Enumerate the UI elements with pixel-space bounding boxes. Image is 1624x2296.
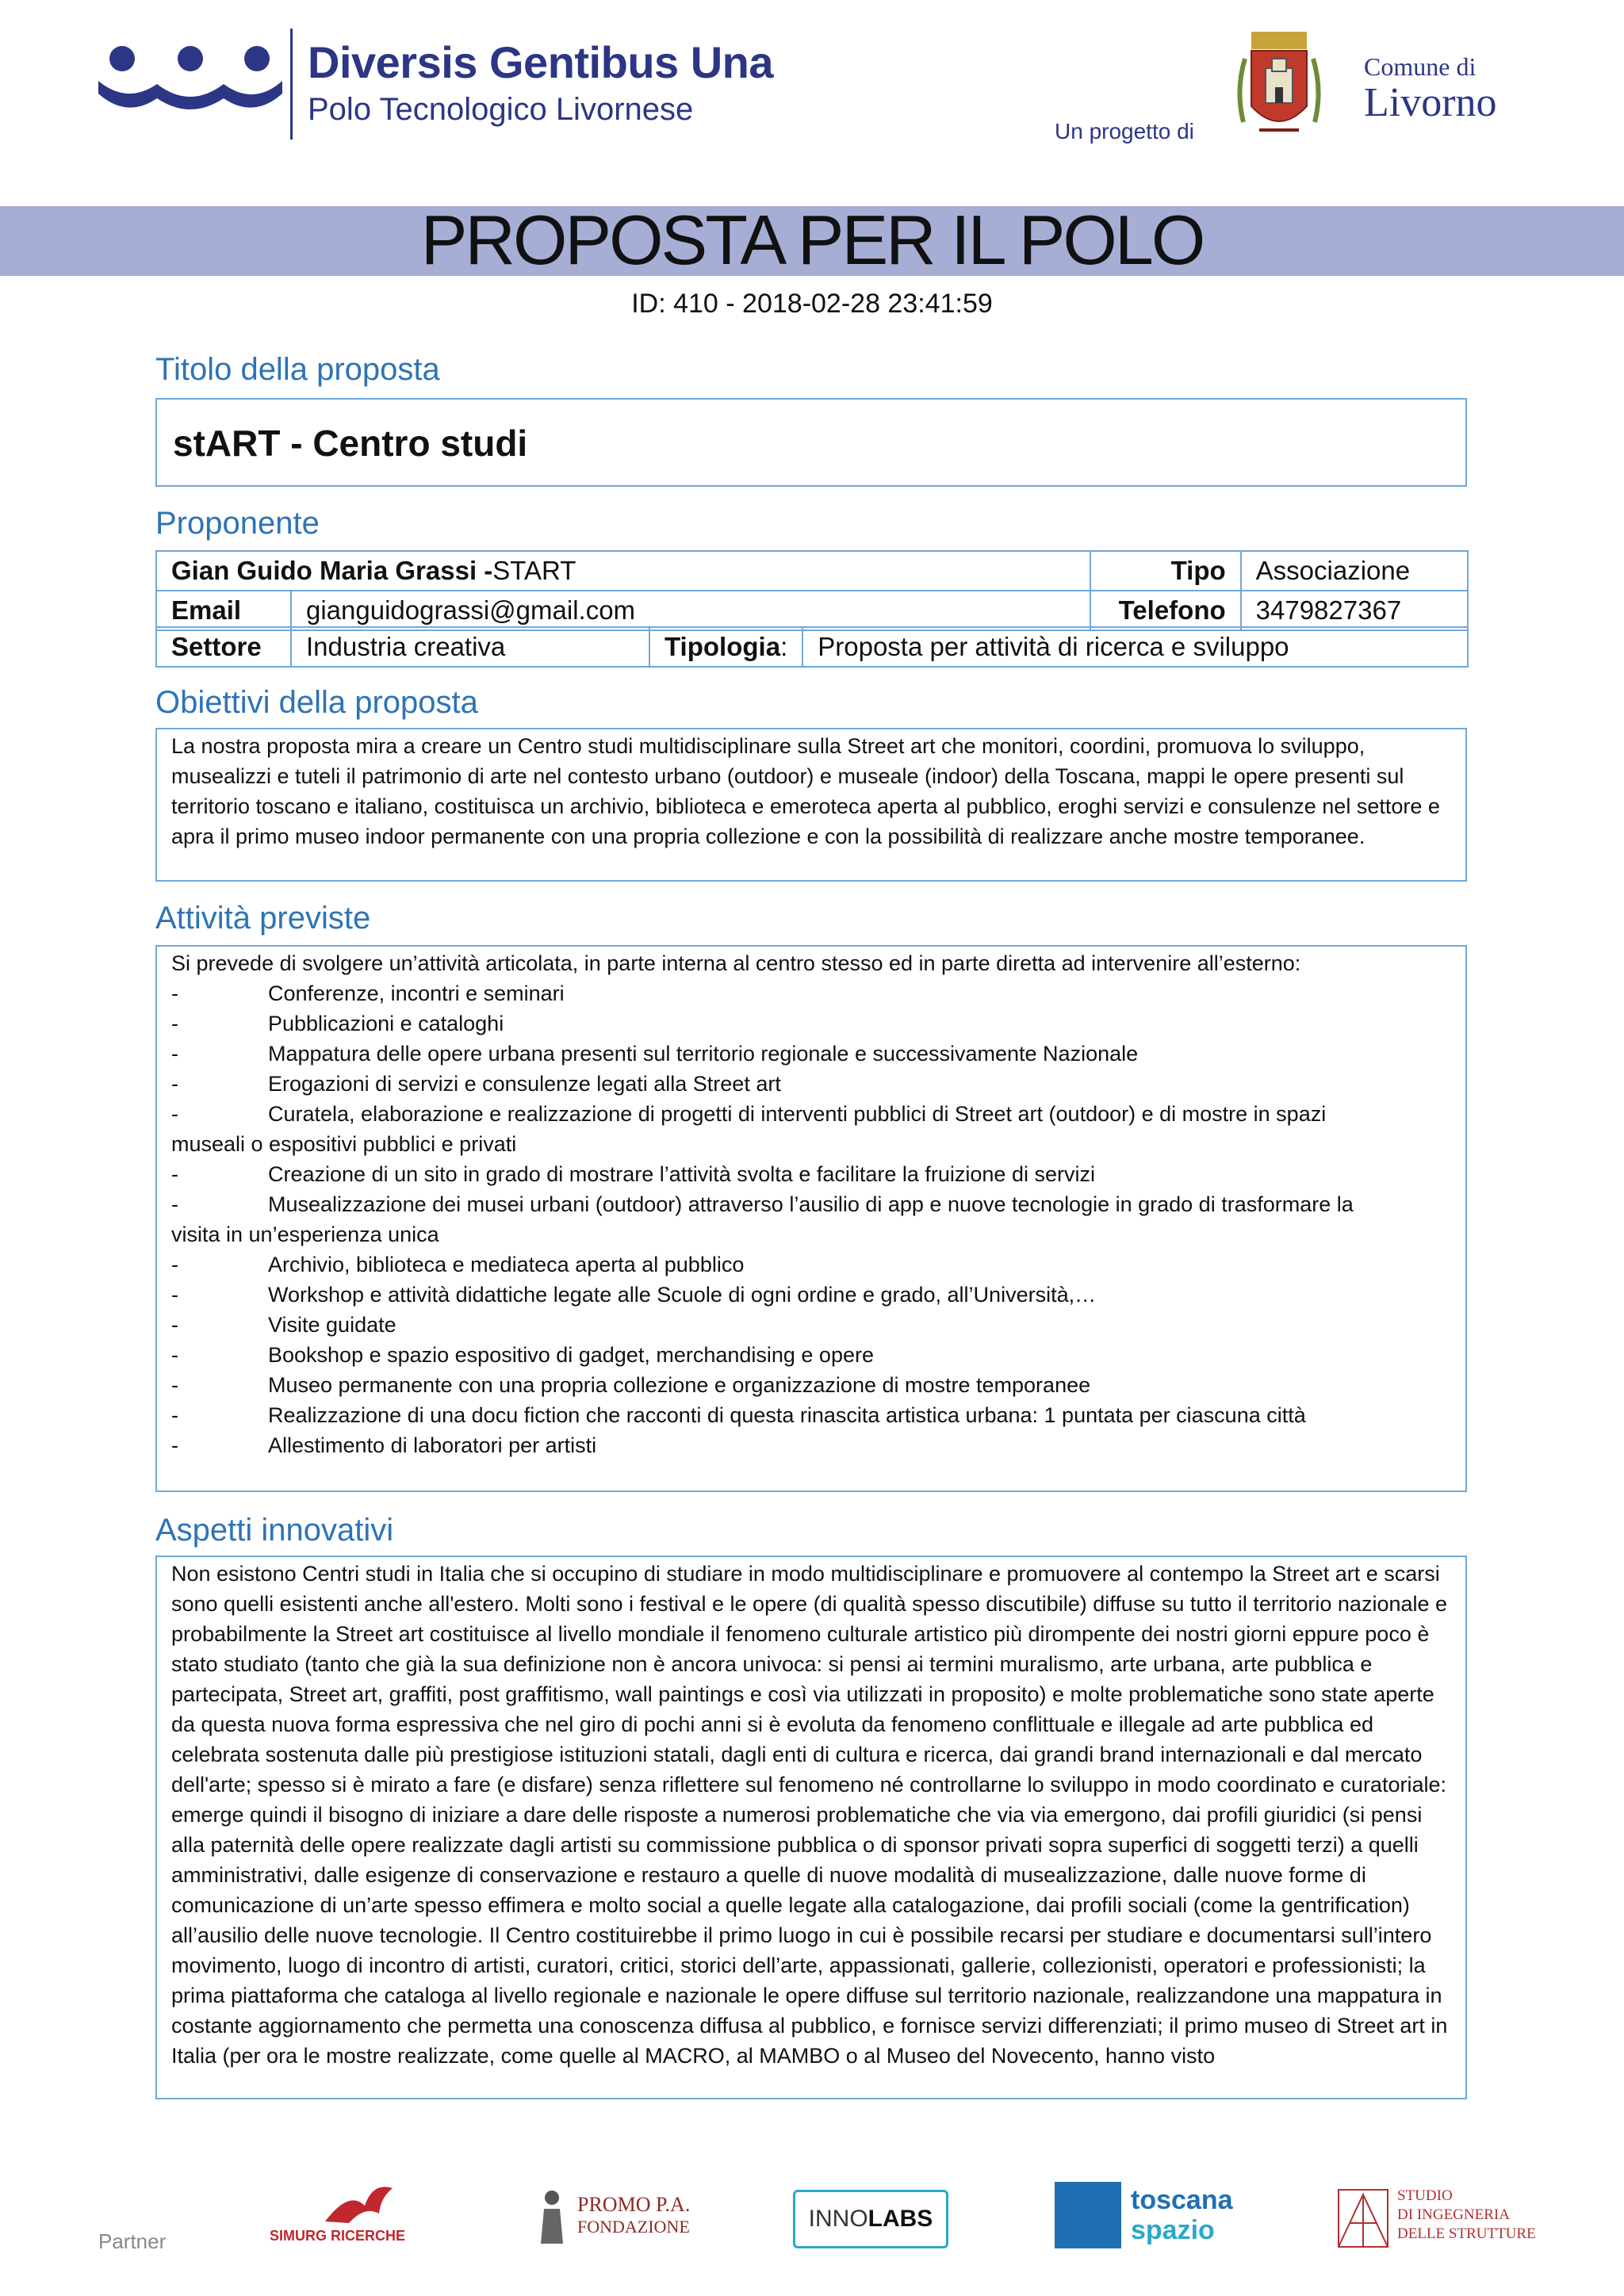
telefono-label: Telefono xyxy=(1090,591,1241,630)
list-item xyxy=(171,1370,1451,1400)
list-item-continuation: visita in un’esperienza unica xyxy=(171,1223,439,1246)
list-item-dash: - xyxy=(171,1012,178,1035)
list-item xyxy=(171,1249,1451,1280)
proponente-name: Gian Guido Maria Grassi - xyxy=(171,556,493,585)
aspetti-text: Non esistono Centri studi in Italia che si occupino di studiare in modo multidisciplinare e promuovere al contempo la Street art e scarsi sono quelli esistenti anche all'estero. Molti sono i festival e le opere (di qualità spesso discutibile) diffuse su tutto il territorio nazionale e probabilmente la Street art costituisce al livello mondiale il fenomeno culturale artistico più dirompente dei nostri giorni eppure poco è stato studiato (tanto che già la sua definizione non è ancora univoca: si pensi ai termini muralismo, arte urbana, arte pubblica e partecipata, Street art, graffiti, post graffitismo, wall paintings e così via utilizzati in proposito) e molte problematiche sono state aperte da questa nuova forma espressiva che nel giro di pochi anni si è evoluta da fenomeno conflittuale e illegale ad arte pubblica ed celebrata sostenuta dalle più prestigiose istituzioni statali, dagli enti di cultura e ricerca, dai grandi brand internazionali e dal mercato dell'arte; spesso si è mirato a fare (e disfare) senza riflettere sul fenomeno né controllarne lo sviluppo in modo coordinato e curatoriale: emerge quindi il bisogno di iniziare a dare delle risposte a numerosi problematiche che via via emergono, dai profili giuridici (si pensi alla paternità delle opere realizzate dagli artisti su commissione pubblica o di sponsor privati sopra superfici di soggetti terzi) a quelli amministrativi, dalle esigenze di conservazione e restauro a quelle di nuove modalità di musealizzazione, dalle nuove forme di comunicazione di un’arte spesso effimera e molto social a quelle legate alla catalogazione, dai profili sociali (come la gentrification) all’ausilio delle nuove tecnologie. Il Centro costituirebbe il primo luogo in cui è possibile recarsi per studiare e documentarsi sull’intero movimento, luogo di incontro di artisti, curatori, critici, storici dell’arte, appassionati, gallerie, collezionisti, operatori e professionisti; la prima piattaforma che cataloga al livello regionale e nazionale le opere diffuse sul territorio nazionale, realizzandone una mappatura in costante aggiornamento che permetta una conoscenza diffusa al pubblico, e fornisce servizi differenziati; il primo museo di Street art in Italia (per ora le mostre realizzate, come quelle al MACRO, al MAMBO o al Museo del Novecento, hanno visto xyxy=(171,1562,1448,2068)
simurg-ricerche: RICERCHE xyxy=(331,2228,406,2244)
telefono-value: 3479827367 xyxy=(1241,591,1468,630)
attivita-intro: Si prevede di svolgere un’attività articolata, in parte interna al centro stesso ed in parte diretta ad intervenire all’esterno: xyxy=(171,951,1301,975)
simurg-bird-icon xyxy=(317,2182,396,2229)
toscana-spazio-logo xyxy=(1055,2182,1245,2253)
innolabs-logo xyxy=(793,2190,948,2248)
promo-pa-fondazione: FONDAZIONE xyxy=(577,2217,690,2237)
settore-value: Industria creativa xyxy=(291,627,649,667)
list-item-dash: - xyxy=(171,1102,178,1126)
list-item-text: Pubblicazioni e cataloghi xyxy=(268,1012,504,1035)
tipo-value: Associazione xyxy=(1241,551,1468,591)
list-item-text: Realizzazione di una docu fiction che racconti di questa rinascita artistica urbana: 1 puntata per ciascuna città xyxy=(268,1403,1306,1427)
simurg-name: SIMURG xyxy=(270,2228,327,2244)
proposal-id-line: ID: 410 - 2018-02-28 23:41:59 xyxy=(631,289,993,319)
diversis-gentibus-una-logo-icon xyxy=(95,41,285,121)
email-value: gianguidograssi@gmail.com xyxy=(291,591,1090,630)
list-item xyxy=(171,1159,1451,1189)
brand-subtitle: Polo Tecnologico Livornese xyxy=(308,92,694,127)
list-item xyxy=(171,1280,1451,1310)
promo-pa-name: PROMO P.A. xyxy=(577,2193,691,2216)
list-item-dash: - xyxy=(171,982,178,1005)
list-item-dash: - xyxy=(171,1192,178,1216)
list-item-dash: - xyxy=(171,1283,178,1307)
list-item-text: Mappatura delle opere urbana presenti sul territorio regionale e successivamente Nazionale xyxy=(268,1042,1139,1066)
logo-divider xyxy=(290,29,293,140)
list-item xyxy=(171,1069,1451,1099)
list-item-text: Curatela, elaborazione e realizzazione di progetti di interventi pubblici di Street art (outdoor) e di mostre in spazi xyxy=(268,1102,1327,1126)
page-title: PROPOSTA PER IL POLO xyxy=(420,201,1204,279)
list-item-text: Creazione di un sito in grado di mostrare l’attività svolta e facilitare la fruizione di servizi xyxy=(268,1162,1095,1186)
simurg-ricerche-logo xyxy=(270,2182,428,2253)
list-item xyxy=(171,1099,1451,1159)
list-item xyxy=(171,1400,1451,1430)
list-item-text: Bookshop e spazio espositivo di gadget, merchandising e opere xyxy=(268,1343,874,1367)
comune-name: Livorno xyxy=(1364,80,1497,125)
studio-ingegneria-logo xyxy=(1335,2187,1536,2253)
studio-line2: DI INGEGNERIA xyxy=(1397,2206,1510,2223)
list-item-text: Musealizzazione dei musei urbani (outdoor) attraverso l’ausilio di app e nuove tecnologie in grado di trasformare la xyxy=(268,1192,1354,1216)
list-item-continuation: museali o espositivi pubblici e privati xyxy=(171,1132,517,1156)
list-item-text: Museo permanente con una propria collezione e organizzazione di mostre temporanee xyxy=(268,1373,1091,1397)
spazio-name: spazio xyxy=(1131,2215,1215,2245)
list-item xyxy=(171,1039,1451,1069)
tipo-label: Tipo xyxy=(1090,551,1241,591)
toscana-name: toscana xyxy=(1131,2185,1233,2215)
innolabs-inno: INNO xyxy=(808,2206,868,2232)
obiettivi-text: La nostra proposta mira a creare un Centro studi multidisciplinare sulla Street art che monitori, coordini, promuova lo sviluppo, musealizzi e tuteli il patrimonio di arte nel contesto urbano (outdoor) e museale (indoor) della Toscana, mappi le opere presenti sul territorio toscano e italiano, costituisca un archivio, biblioteca e emeroteca aperta al pubblico, eroghi servizi e consulenze nel settore e apra il primo museo indoor permanente con una propria collezione e con la possibilità di realizzare anche mostre temporanee. xyxy=(171,734,1440,848)
aspetti-box xyxy=(155,1556,1467,2099)
tipologia-label-cell: Tipologia: xyxy=(649,627,802,667)
list-item xyxy=(171,1189,1451,1249)
section-heading-obiettivi: Obiettivi della proposta xyxy=(155,685,478,720)
list-item-dash: - xyxy=(171,1403,178,1427)
section-heading-proponente: Proponente xyxy=(155,506,320,541)
comune-di-label: Comune di xyxy=(1364,52,1477,81)
table-row xyxy=(156,551,1468,591)
settore-label: Settore xyxy=(156,627,291,667)
section-heading-aspetti: Aspetti innovativi xyxy=(155,1513,394,1548)
toscana-spazio-square-icon xyxy=(1055,2182,1121,2248)
studio-line3: DELLE STRUTTURE xyxy=(1397,2225,1536,2242)
section-heading-attivita: Attività previste xyxy=(155,901,371,936)
email-label: Email xyxy=(156,591,291,630)
list-item xyxy=(171,1340,1451,1370)
list-item-text: Conferenze, incontri e seminari xyxy=(268,982,565,1005)
obiettivi-box xyxy=(155,728,1467,882)
list-item xyxy=(171,1430,1451,1460)
section-heading-titolo: Titolo della proposta xyxy=(155,352,440,387)
settore-table xyxy=(155,626,1469,668)
list-item-text: Visite guidate xyxy=(268,1313,396,1337)
table-row xyxy=(156,627,1468,667)
promo-pa-figure-icon xyxy=(533,2188,571,2244)
attivita-box xyxy=(155,945,1467,1492)
proponente-name-cell xyxy=(156,551,1090,591)
project-of-label: Un progetto di xyxy=(1055,119,1194,144)
list-item-text: Allestimento di laboratori per artisti xyxy=(268,1433,597,1457)
list-item xyxy=(171,1310,1451,1340)
list-item-dash: - xyxy=(171,1343,178,1367)
studio-line1: STUDIO xyxy=(1397,2187,1453,2204)
promo-pa-logo xyxy=(533,2185,691,2256)
list-item-dash: - xyxy=(171,1433,178,1457)
list-item xyxy=(171,1008,1451,1039)
table-row xyxy=(156,591,1468,630)
proponente-table xyxy=(155,550,1469,631)
innolabs-labs: LABS xyxy=(868,2206,933,2232)
list-item-text: Workshop e attività didattiche legate alle Scuole di ogni ordine e grado, all’Università,… xyxy=(268,1283,1097,1307)
list-item xyxy=(171,978,1451,1008)
proponente-org: START xyxy=(492,556,576,585)
proposal-title-box xyxy=(155,398,1467,487)
brand-name: Diversis Gentibus Una xyxy=(308,37,774,87)
tipologia-label: Tipologia xyxy=(665,632,781,661)
list-item-dash: - xyxy=(171,1042,178,1066)
list-item-dash: - xyxy=(171,1253,178,1276)
list-item-dash: - xyxy=(171,1373,178,1397)
tipologia-value: Proposta per attività di ricerca e sviluppo xyxy=(802,627,1468,667)
proposal-title: stART - Centro studi xyxy=(173,423,528,464)
list-item-dash: - xyxy=(171,1313,178,1337)
list-item-dash: - xyxy=(171,1072,178,1096)
list-item-text: Archivio, biblioteca e mediateca aperta al pubblico xyxy=(268,1253,745,1276)
livorno-crest-icon xyxy=(1228,27,1331,154)
studio-ingegneria-structure-icon xyxy=(1335,2187,1391,2250)
attivita-list xyxy=(171,978,1451,1460)
list-item-text: Erogazioni di servizi e consulenze legati alla Street art xyxy=(268,1072,781,1096)
partner-label: Partner xyxy=(98,2229,167,2253)
list-item-dash: - xyxy=(171,1162,178,1186)
